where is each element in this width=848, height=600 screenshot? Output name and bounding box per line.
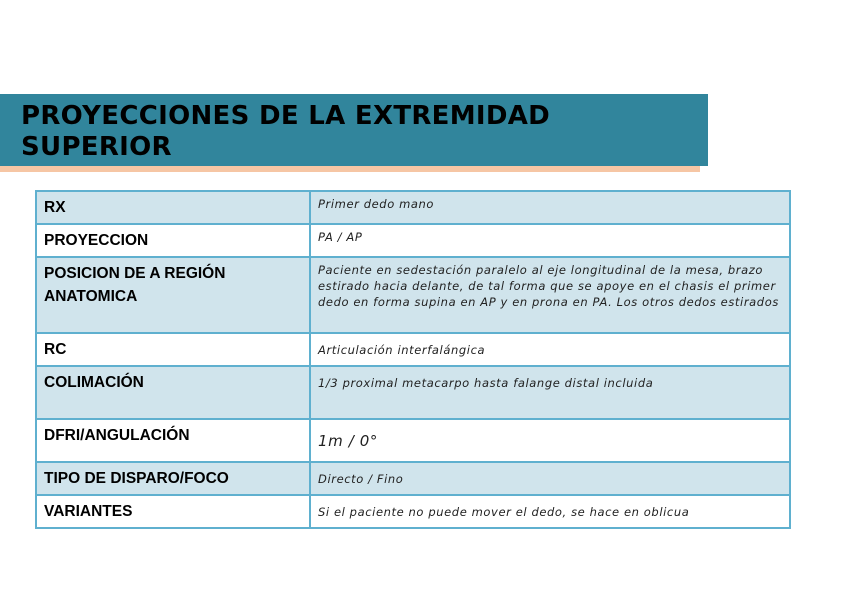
- row-value-rc: Articulación interfalángica: [310, 333, 790, 366]
- row-label-rc: RC: [36, 333, 310, 366]
- row-value-proyeccion: PA / AP: [310, 224, 790, 257]
- table-row: [36, 419, 790, 462]
- row-label-proyeccion: PROYECCION: [36, 224, 310, 257]
- page-title: PROYECCIONES DE LA EXTREMIDAD SUPERIOR: [21, 101, 551, 162]
- table-row: [36, 333, 790, 366]
- table-row: [36, 366, 790, 419]
- table-row: [36, 224, 790, 257]
- row-value-rx: Primer dedo mano: [310, 191, 790, 224]
- table-row: [36, 191, 790, 224]
- row-label-variantes: VARIANTES: [36, 495, 310, 528]
- row-value-colimacion: 1/3 proximal metacarpo hasta falange distal incluida: [310, 366, 790, 419]
- row-label-posicion: POSICION DE A REGIÓN ANATOMICA: [36, 257, 310, 333]
- row-label-tipo-disparo: TIPO DE DISPARO/FOCO: [36, 462, 310, 495]
- row-value-dfri: 1m / 0°: [310, 419, 790, 462]
- row-label-rx: RX: [36, 191, 310, 224]
- table-row: [36, 257, 790, 333]
- table-row: [36, 495, 790, 528]
- title-underline: [0, 166, 700, 172]
- row-value-posicion: Paciente en sedestación paralelo al eje longitudinal de la mesa, brazo estirado hacia delante, de tal forma que se apoye en el chasis el primer dedo en forma supina en AP y en prona en PA. Los otros dedos estirados: [310, 257, 790, 333]
- row-value-variantes: Si el paciente no puede mover el dedo, se hace en oblicua: [310, 495, 790, 528]
- projection-table: [35, 190, 791, 529]
- table-row: [36, 462, 790, 495]
- row-label-colimacion: COLIMACIÓN: [36, 366, 310, 419]
- row-value-tipo-disparo: Directo / Fino: [310, 462, 790, 495]
- row-label-dfri: DFRI/ANGULACIÓN: [36, 419, 310, 462]
